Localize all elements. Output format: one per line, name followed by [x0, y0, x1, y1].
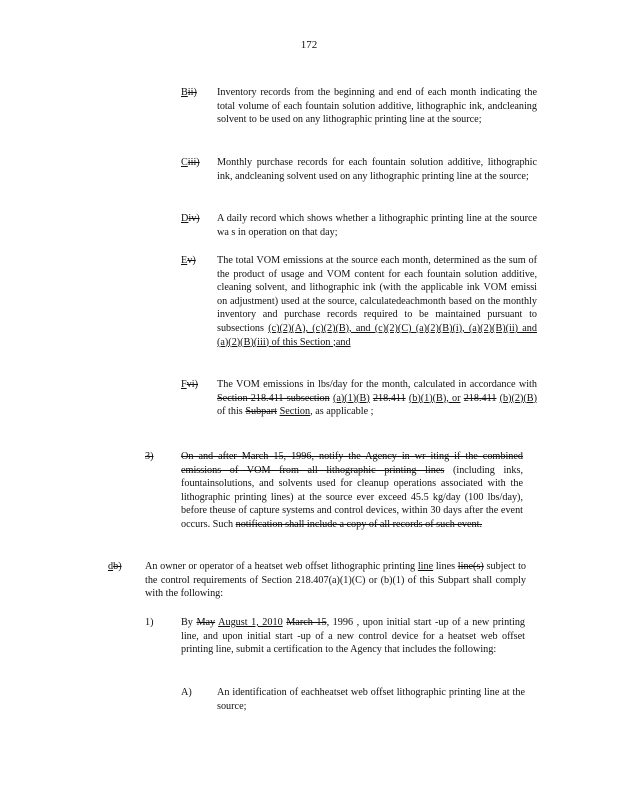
item-text: Monthly purchase records for each fountain solution additive, lithographic ink, andcleaning solvent used on any lithographic printing line at the source; — [217, 157, 537, 182]
section-label: db) — [108, 561, 122, 572]
item-text: The VOM emissions in lbs/day for the month, calculated in accordance with Section 218.411 subsection (a)(1)(B) 218.411 (b)(1)(B), or 218.411 (b)(2)(B) of this Subpart Section, as applicable ; — [217, 379, 537, 418]
item-text: By May August 1, 2010 March 15, 1996 , upon initial start -up of a new printing line, and upon initial start -up of a new control device for a heatset web offset printing line, submit a certification to the Agency that includes the following: — [181, 617, 526, 656]
item-label: Div) — [181, 213, 200, 224]
item-text: A daily record which shows whether a lithographic printing line at the source wa s in operation on that day; — [217, 213, 537, 238]
item-label: Ciii) — [181, 157, 200, 168]
item-label: A) — [181, 687, 192, 698]
page-number: 172 — [300, 39, 318, 51]
item-label: Bii) — [181, 87, 197, 98]
item-text: Inventory records from the beginning and end of each month indicating the total volume of each fountain solution additive, lithographic ink, andcleaning solvent to be used on any lithographic printing line at the source; — [217, 87, 537, 126]
item-text: On and after March 15, 1996, notify the Agency in wr iting if the combined emissions of VOM from all lithographic printing lines (including inks, fountainsolutions, and solvents used for cleanup operations associated with the lithographic printing lines) at the source ever exceed 45.5 kg/day (100 lbs/day), before theuse of capture systems and control devices, within 30 days after the event occurs. Such notification shall include a copy of all records of such event. — [181, 451, 523, 530]
item-text: The total VOM emissions at the source each month, determined as the sum of the product of usage and VOM content for each fountain solution additive, cleaning solvent, and lithographic ink (with the applicable ink VOM emissi on adjustment) used at the source, calculatedeachmonth based on the monthly inventory and purchase records required to be maintained pursuant to subsections (c)(2)(A), (c)(2)(B), and (c)(2)(C) (a)(2)(B)(i), (a)(2)(B)(ii) and (a)(2)(B)(iii) of this Section ;and — [217, 255, 537, 348]
item-label: Fvi) — [181, 379, 198, 390]
subsection-references: (c)(2)(A), (c)(2)(B), and (c)(2)(C) (a)(2)(B)(i), (a)(2)(B)(ii) and (a)(2)(B)(iii) of this Section ;and — [217, 322, 537, 348]
item-text: An identification of eachheatset web offset lithographic printing line at the source; — [217, 687, 525, 712]
section-text: An owner or operator of a heatset web offset lithographic printing line lines line(s) subject to the control requirements of Section 218.407(a)(1)(C) or (b)(1) of this Subpart shall comply with the following: — [145, 561, 526, 600]
item-label: Ev) — [181, 255, 196, 266]
item-label: 1) — [145, 617, 154, 628]
item-label: 3) — [145, 451, 154, 462]
